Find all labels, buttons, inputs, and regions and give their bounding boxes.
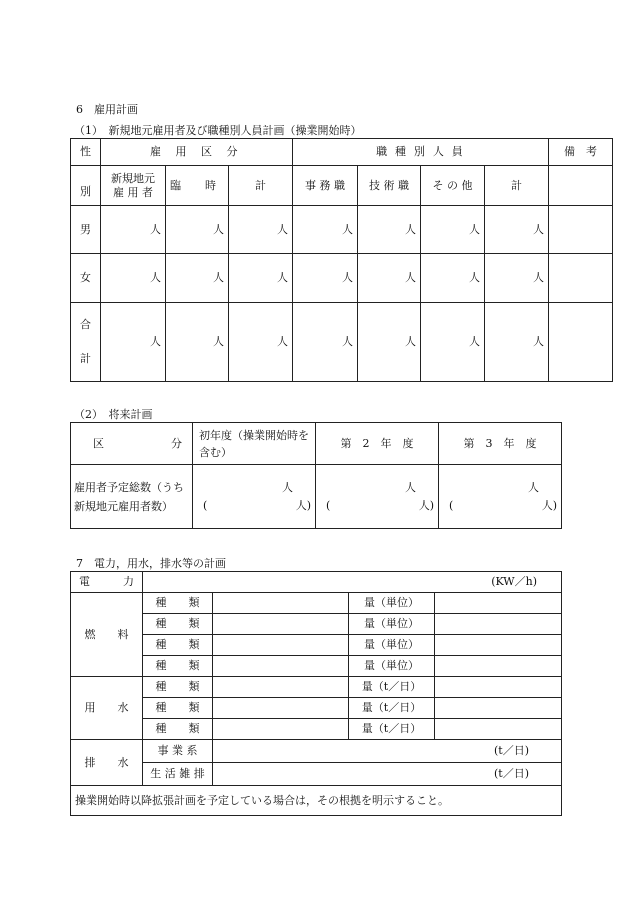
year2-unit: 人 (405, 480, 416, 494)
section-6-heading: 6 雇用計画 (76, 103, 138, 116)
employment-category-header: 雇 用 区 分 (101, 139, 293, 166)
paren-close: 人) (295, 498, 311, 512)
paren-close: 人) (418, 498, 434, 512)
year2-value-cell[interactable] (316, 465, 439, 529)
year3-paren (443, 499, 557, 513)
water-qty-value[interactable] (435, 677, 562, 698)
fuel-type-value[interactable] (213, 593, 349, 614)
unit-cell[interactable]: 人 (229, 303, 293, 382)
unit-cell[interactable]: 人 (101, 303, 166, 382)
unit-cell[interactable]: 人 (358, 303, 421, 382)
fuel-qty-label: 量（単位） (349, 635, 435, 656)
division-header-a: 区 (93, 436, 104, 450)
unit-cell[interactable]: 人 (166, 303, 229, 382)
unit-cell[interactable]: 人 (485, 254, 549, 303)
fuel-type-value[interactable] (213, 656, 349, 677)
year1-value-cell[interactable] (193, 465, 316, 529)
fuel-type-label: 種 類 (143, 656, 213, 677)
row-total-label-b: 計 (80, 352, 91, 365)
water-qty-value[interactable] (435, 698, 562, 719)
year2-header: 第 2 年 度 (316, 423, 439, 465)
paren-open: ( (203, 498, 208, 512)
col-technical: 技 術 職 (358, 166, 421, 206)
drainage-label: 排 水 (71, 740, 143, 786)
fuel-qty-label: 量（単位） (349, 614, 435, 635)
table-row-female (71, 254, 613, 303)
unit-cell[interactable]: 人 (421, 206, 485, 254)
col-office: 事 務 職 (293, 166, 358, 206)
unit-cell[interactable]: 人 (229, 206, 293, 254)
water-type-value[interactable] (213, 698, 349, 719)
fuel-qty-label: 量（単位） (349, 593, 435, 614)
fuel-type-label: 種 類 (143, 593, 213, 614)
remarks-header: 備 考 (549, 139, 613, 166)
table-row-male (71, 206, 613, 254)
remarks-cell[interactable] (549, 303, 613, 382)
water-type-value[interactable] (213, 719, 349, 740)
unit-cell[interactable]: 人 (421, 303, 485, 382)
sex-header-top: 性 (71, 139, 101, 166)
fuel-label: 燃 料 (71, 593, 143, 677)
year3-value-cell[interactable] (439, 465, 562, 529)
col-new-local-hire-line1: 新規地元 (111, 171, 155, 185)
col-subtotal: 計 (229, 166, 293, 206)
water-qty-label: 量（t／日） (349, 719, 435, 740)
fuel-qty-value[interactable] (435, 614, 562, 635)
water-type-label: 種 類 (143, 677, 213, 698)
section-7-heading: 7 電力，用水，排水等の計画 (76, 557, 226, 570)
domestic-drainage-unit: (t／日) (493, 767, 529, 780)
unit-cell[interactable]: 人 (358, 254, 421, 303)
water-qty-label: 量（t／日） (349, 698, 435, 719)
future-plan-table (70, 422, 562, 529)
fuel-type-value[interactable] (213, 614, 349, 635)
unit-cell[interactable]: 人 (358, 206, 421, 254)
domestic-drainage-value[interactable] (213, 763, 562, 786)
power-label: 電 力 (71, 572, 143, 593)
unit-cell[interactable]: 人 (101, 206, 166, 254)
employment-plan-table (70, 138, 613, 382)
water-label: 用 水 (71, 677, 143, 740)
fuel-qty-value[interactable] (435, 635, 562, 656)
year2-paren (320, 499, 434, 513)
planned-employees-label: 雇用者予定総数（うち新規地元雇用者数） (71, 465, 193, 529)
year3-unit: 人 (528, 480, 539, 494)
unit-cell[interactable]: 人 (485, 303, 549, 382)
fuel-qty-value[interactable] (435, 593, 562, 614)
fuel-type-label: 種 類 (143, 614, 213, 635)
col-total: 計 (485, 166, 549, 206)
table-row-total (71, 303, 613, 382)
remarks-cell[interactable] (549, 206, 613, 254)
row-female-label: 女 (71, 254, 101, 303)
water-type-label: 種 類 (143, 698, 213, 719)
sex-header-bottom: 別 (71, 166, 101, 206)
year1-paren (197, 499, 311, 513)
col-new-local-hire (101, 166, 166, 206)
expansion-note: 操業開始時以降拡張計画を予定している場合は，その根拠を明示すること。 (71, 786, 562, 816)
industrial-drainage-label: 事 業 系 (143, 740, 213, 763)
unit-cell[interactable]: 人 (229, 254, 293, 303)
year1-header: 初年度（操業開始時を含む） (193, 423, 316, 465)
fuel-qty-value[interactable] (435, 656, 562, 677)
unit-cell[interactable]: 人 (421, 254, 485, 303)
remarks-cell-head (549, 166, 613, 206)
row-total-label (71, 303, 101, 382)
year3-header: 第 3 年 度 (439, 423, 562, 465)
power-value-cell[interactable] (143, 572, 562, 593)
row-total-label-a: 合 (80, 318, 91, 331)
unit-cell[interactable]: 人 (293, 206, 358, 254)
unit-cell[interactable]: 人 (101, 254, 166, 303)
unit-cell[interactable]: 人 (293, 254, 358, 303)
fuel-qty-label: 量（単位） (349, 656, 435, 677)
division-header-b: 分 (171, 436, 182, 450)
fuel-type-value[interactable] (213, 635, 349, 656)
unit-cell[interactable]: 人 (166, 254, 229, 303)
water-type-value[interactable] (213, 677, 349, 698)
col-temporary-b: 時 (205, 178, 216, 192)
subsection-2-heading: （2） 将来計画 (74, 408, 153, 421)
industrial-drainage-value[interactable] (213, 740, 562, 763)
industrial-drainage-unit: (t／日) (493, 744, 529, 757)
unit-cell[interactable]: 人 (166, 206, 229, 254)
paren-close: 人) (541, 498, 557, 512)
subsection-1-heading: （1） 新規地元雇用者及び職種別人員計画（操業開始時） (74, 124, 362, 137)
water-type-label: 種 類 (143, 719, 213, 740)
row-male-label: 男 (71, 206, 101, 254)
col-temporary-a: 臨 (170, 178, 181, 192)
power-unit: (KW／h) (491, 575, 537, 588)
staff-by-job-header: 職 種 別 人 員 (293, 139, 549, 166)
unit-cell[interactable]: 人 (293, 303, 358, 382)
unit-cell[interactable]: 人 (485, 206, 549, 254)
division-header (71, 423, 193, 465)
water-qty-label: 量（t／日） (349, 677, 435, 698)
paren-open: ( (326, 498, 331, 512)
domestic-drainage-label: 生 活 雑 排 (143, 763, 213, 786)
utilities-plan-table (70, 571, 562, 816)
year1-unit: 人 (282, 480, 293, 494)
col-other: そ の 他 (421, 166, 485, 206)
col-temporary (166, 166, 229, 206)
remarks-cell[interactable] (549, 254, 613, 303)
fuel-type-label: 種 類 (143, 635, 213, 656)
paren-open: ( (449, 498, 454, 512)
water-qty-value[interactable] (435, 719, 562, 740)
col-new-local-hire-line2: 雇 用 者 (113, 185, 153, 199)
